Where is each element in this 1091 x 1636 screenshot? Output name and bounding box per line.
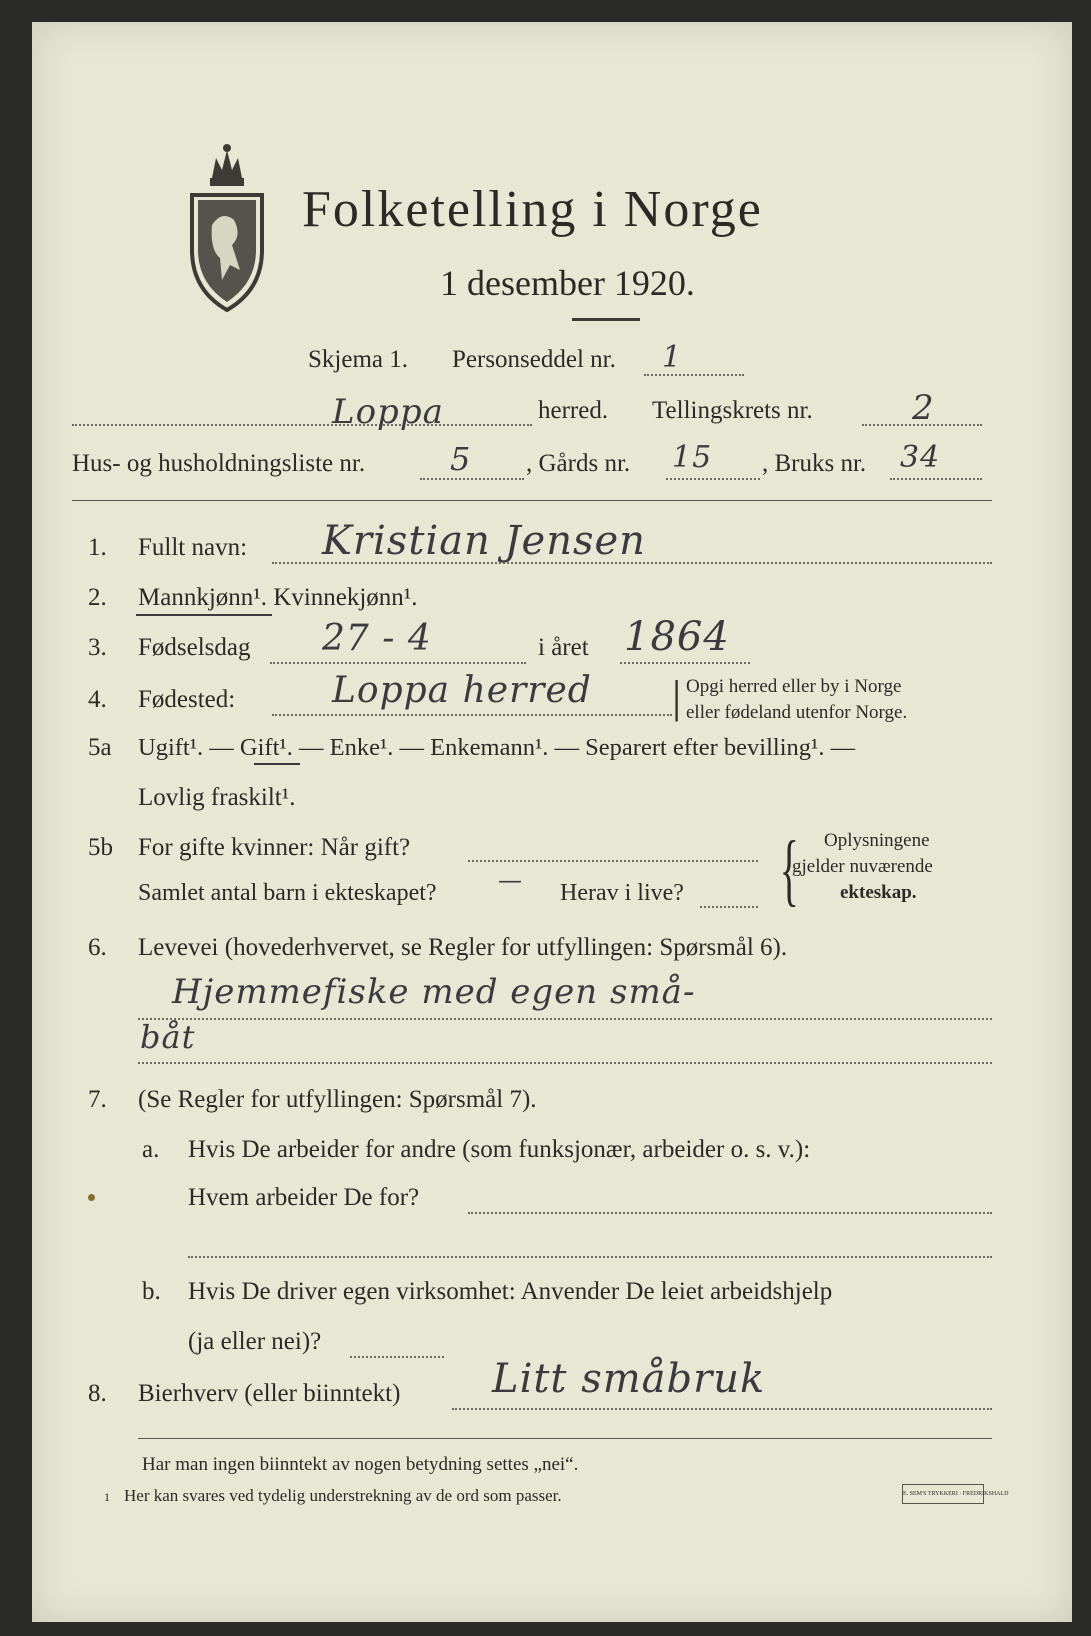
q7b-dots <box>350 1356 444 1358</box>
q5b-note-brace: { <box>779 826 799 914</box>
q4-dots <box>272 714 672 716</box>
census-form-page <box>32 22 1072 1622</box>
tellingskrets-label: Tellingskrets nr. <box>652 397 813 424</box>
q7b-label: Hvis De driver egen virksomhet: Anvender De leiet arbeidshjelp <box>188 1278 833 1305</box>
q4-note-line2: eller fødeland utenfor Norge. <box>686 702 908 723</box>
q3-year-label: i året <box>538 634 589 661</box>
q5b-alive-dots <box>700 906 758 908</box>
form-title: Folketelling i Norge <box>302 181 763 238</box>
herred-value[interactable]: Loppa <box>332 392 444 432</box>
footnote-text: Her kan svares ved tydelig understrekning av de ord som passer. <box>124 1486 562 1505</box>
hus-label: Hus- og husholdningsliste nr. <box>72 450 366 477</box>
q2-label: Mannkjønn¹. Kvinnekjønn¹. <box>138 584 418 611</box>
q7a-letter: a. <box>142 1136 160 1163</box>
printer-stamp: E. SEM'S TRYKKERI · FREDRIKSHALD <box>902 1484 984 1504</box>
bruks-label: , Bruks nr. <box>762 450 867 477</box>
q4-value[interactable]: Loppa herred <box>332 670 592 711</box>
q3-dots <box>270 662 526 664</box>
footnote-mark: 1 <box>104 1490 110 1504</box>
q7-label: (Se Regler for utfyllingen: Spørsmål 7). <box>138 1086 537 1113</box>
q5a-number: 5a <box>88 734 112 761</box>
skjema-label: Skjema 1. <box>308 346 408 373</box>
q1-number: 1. <box>88 534 107 561</box>
hus-value[interactable]: 5 <box>450 440 472 478</box>
q7-number: 7. <box>88 1086 107 1113</box>
q5b-note-line2: gjelder nuværende <box>792 856 933 877</box>
herred-dots <box>72 424 532 426</box>
q7a-dots-line2 <box>188 1256 992 1258</box>
q8-value[interactable]: Litt småbruk <box>492 1356 766 1402</box>
q7a-label-2: Hvem arbeider De for? <box>188 1184 420 1211</box>
bruks-dots <box>890 478 982 480</box>
personseddel-label: Personseddel nr. <box>452 346 616 373</box>
bruks-value[interactable]: 34 <box>900 440 941 475</box>
q3-year-value[interactable]: 1864 <box>624 614 730 660</box>
q7b-label-2: (ja eller nei)? <box>188 1328 322 1355</box>
q6-dots-line1 <box>138 1018 992 1020</box>
tellingskrets-value[interactable]: 2 <box>912 388 935 428</box>
q5b-label-3: Herav i live? <box>560 880 684 906</box>
q5b-dots <box>468 860 758 862</box>
gards-label: , Gårds nr. <box>526 450 631 477</box>
q7b-letter: b. <box>142 1278 161 1305</box>
q3-value[interactable]: 27 - 4 <box>322 618 432 659</box>
personseddel-dots <box>644 374 744 376</box>
footer-separator <box>138 1438 992 1439</box>
q4-note-line1: Opgi herred eller by i Norge <box>686 676 902 697</box>
gards-dots <box>666 478 760 480</box>
q6-value-line2[interactable]: båt <box>140 1018 196 1056</box>
q5b-children-value[interactable]: — <box>498 866 523 894</box>
q5b-number: 5b <box>88 834 113 861</box>
herred-label: herred. <box>538 397 609 424</box>
header-separator <box>72 500 992 501</box>
q5b-label-2: Samlet antal barn i ekteskapet? <box>138 880 437 906</box>
personseddel-value[interactable]: 1 <box>662 340 683 375</box>
q8-number: 8. <box>88 1380 107 1407</box>
q4-note-brace: | <box>672 671 682 722</box>
hus-dots <box>420 478 524 480</box>
q5b-note-line3: ekteskap. <box>840 882 917 903</box>
q5a-label: Ugift¹. — Gift¹. — Enke¹. — Enkemann¹. — Separert efter bevilling¹. — <box>138 734 856 761</box>
title-divider <box>572 318 640 321</box>
q2-underline-mark <box>136 614 272 616</box>
q4-number: 4. <box>88 686 107 713</box>
footer-note: Har man ingen biinntekt av nogen betydning settes „nei“. <box>142 1454 579 1475</box>
q5a-underline-mark <box>254 763 300 765</box>
q4-label: Fødested: <box>138 686 236 713</box>
q6-value-line1[interactable]: Hjemmefiske med egen små- <box>172 972 696 1012</box>
q8-dots <box>452 1408 992 1410</box>
q1-value[interactable]: Kristian Jensen <box>322 518 646 564</box>
census-date: 1 desember 1920. <box>440 263 695 303</box>
q1-label: Fullt navn: <box>138 534 248 561</box>
q2-number: 2. <box>88 584 107 611</box>
norwegian-coat-of-arms-icon <box>182 140 272 315</box>
q5a-label-2: Lovlig fraskilt¹. <box>138 784 296 811</box>
q3-number: 3. <box>88 634 107 661</box>
q8-label: Bierhverv (eller biinntekt) <box>138 1380 401 1407</box>
margin-dot-mark <box>88 1194 95 1201</box>
q6-number: 6. <box>88 934 107 961</box>
gards-value[interactable]: 15 <box>672 440 713 475</box>
q6-dots-line2 <box>138 1062 992 1064</box>
q7a-label: Hvis De arbeider for andre (som funksjonær, arbeider o. s. v.): <box>188 1136 811 1163</box>
q5b-note-line1: Oplysningene <box>824 830 930 851</box>
q6-label: Levevei (hovederhvervet, se Regler for utfyllingen: Spørsmål 6). <box>138 934 788 961</box>
q5b-label: For gifte kvinner: Når gift? <box>138 834 411 861</box>
q7a-dots-line1 <box>468 1212 992 1214</box>
q3-label: Fødselsdag <box>138 634 251 661</box>
q3-year-dots <box>620 662 750 664</box>
